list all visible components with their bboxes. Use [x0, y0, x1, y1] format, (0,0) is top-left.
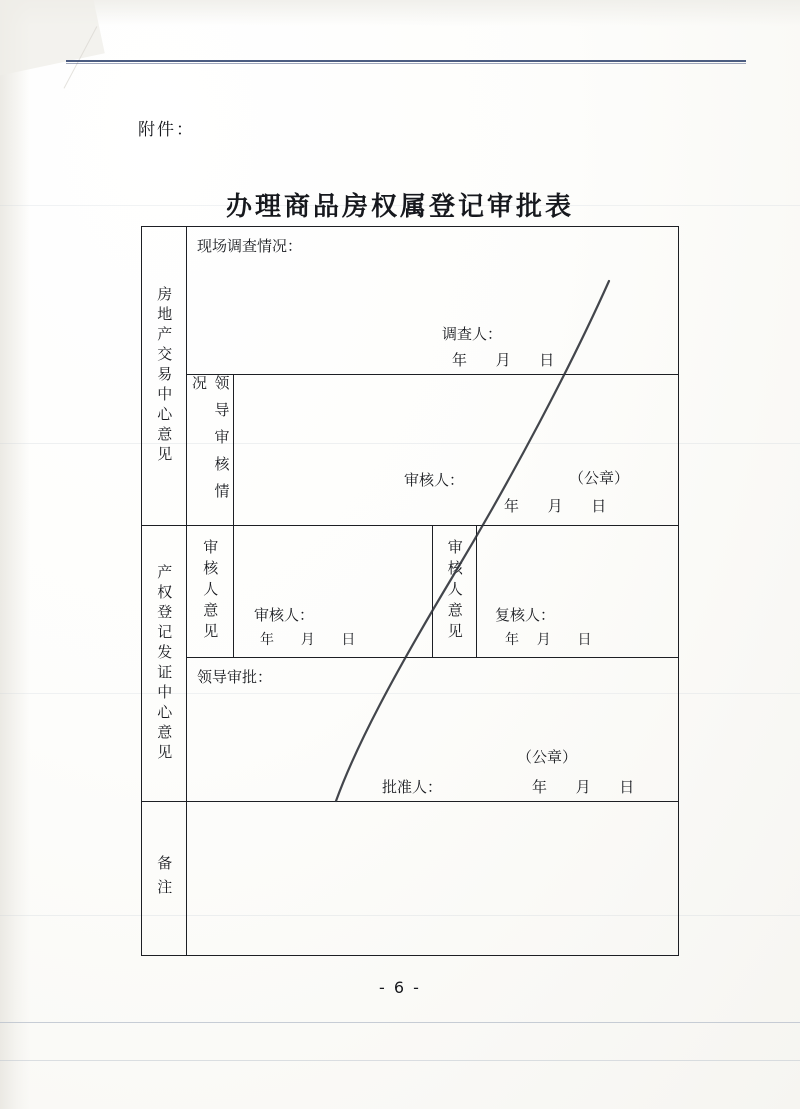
- attachment-label: 附件：: [138, 120, 195, 140]
- survey-section: [187, 227, 678, 375]
- examiner-label: 审核人：: [254, 606, 315, 624]
- header-rule-secondary: [66, 63, 746, 64]
- page-number: - 6 -: [379, 978, 421, 997]
- page-title: 办理商品房权属登记审批表: [225, 192, 574, 222]
- side-label-registration-center: 产权登记发证中心意见: [142, 526, 187, 802]
- leader-approval-label: 领导审批：: [197, 668, 273, 686]
- side-label-realestate-center: 房地产交易中心意见: [142, 227, 187, 526]
- recheck-date: 年 月 日: [505, 632, 592, 648]
- scan-edge-shadow-left: [0, 0, 30, 1109]
- leader-review-label: 领导审核情况: [187, 375, 234, 526]
- scan-edge-shadow-top: [0, 0, 800, 26]
- surveyor-label: 调查人：: [442, 325, 503, 343]
- examiner-sign-section: [234, 526, 433, 658]
- official-seal-note: （公章）: [569, 469, 630, 487]
- remarks-area: [187, 802, 678, 955]
- recheck-opinion-label: 审核人意见: [433, 526, 477, 658]
- header-rule: [66, 60, 746, 62]
- leader-approval-section: [187, 658, 678, 802]
- approval-seal-note: （公章）: [517, 748, 578, 766]
- survey-title: 现场调查情况：: [197, 237, 303, 255]
- side-label-remarks: 备注: [142, 802, 187, 955]
- approver-label: 批准人：: [382, 778, 443, 796]
- recheck-label: 复核人：: [495, 606, 556, 624]
- leader-review-section: [234, 375, 678, 526]
- reviewer-label: 审核人：: [404, 471, 465, 489]
- recheck-sign-section: [477, 526, 678, 658]
- approver-date: 年 月 日: [532, 778, 635, 796]
- approval-form-table: [141, 226, 679, 956]
- footer-rule: [0, 1022, 800, 1023]
- examiner-opinion-label: 审核人意见: [187, 526, 234, 658]
- footer-rule-secondary: [0, 1060, 800, 1061]
- surveyor-date: 年 月 日: [452, 351, 555, 369]
- reviewer-date: 年 月 日: [504, 497, 607, 515]
- examiner-date: 年 月 日: [260, 632, 356, 648]
